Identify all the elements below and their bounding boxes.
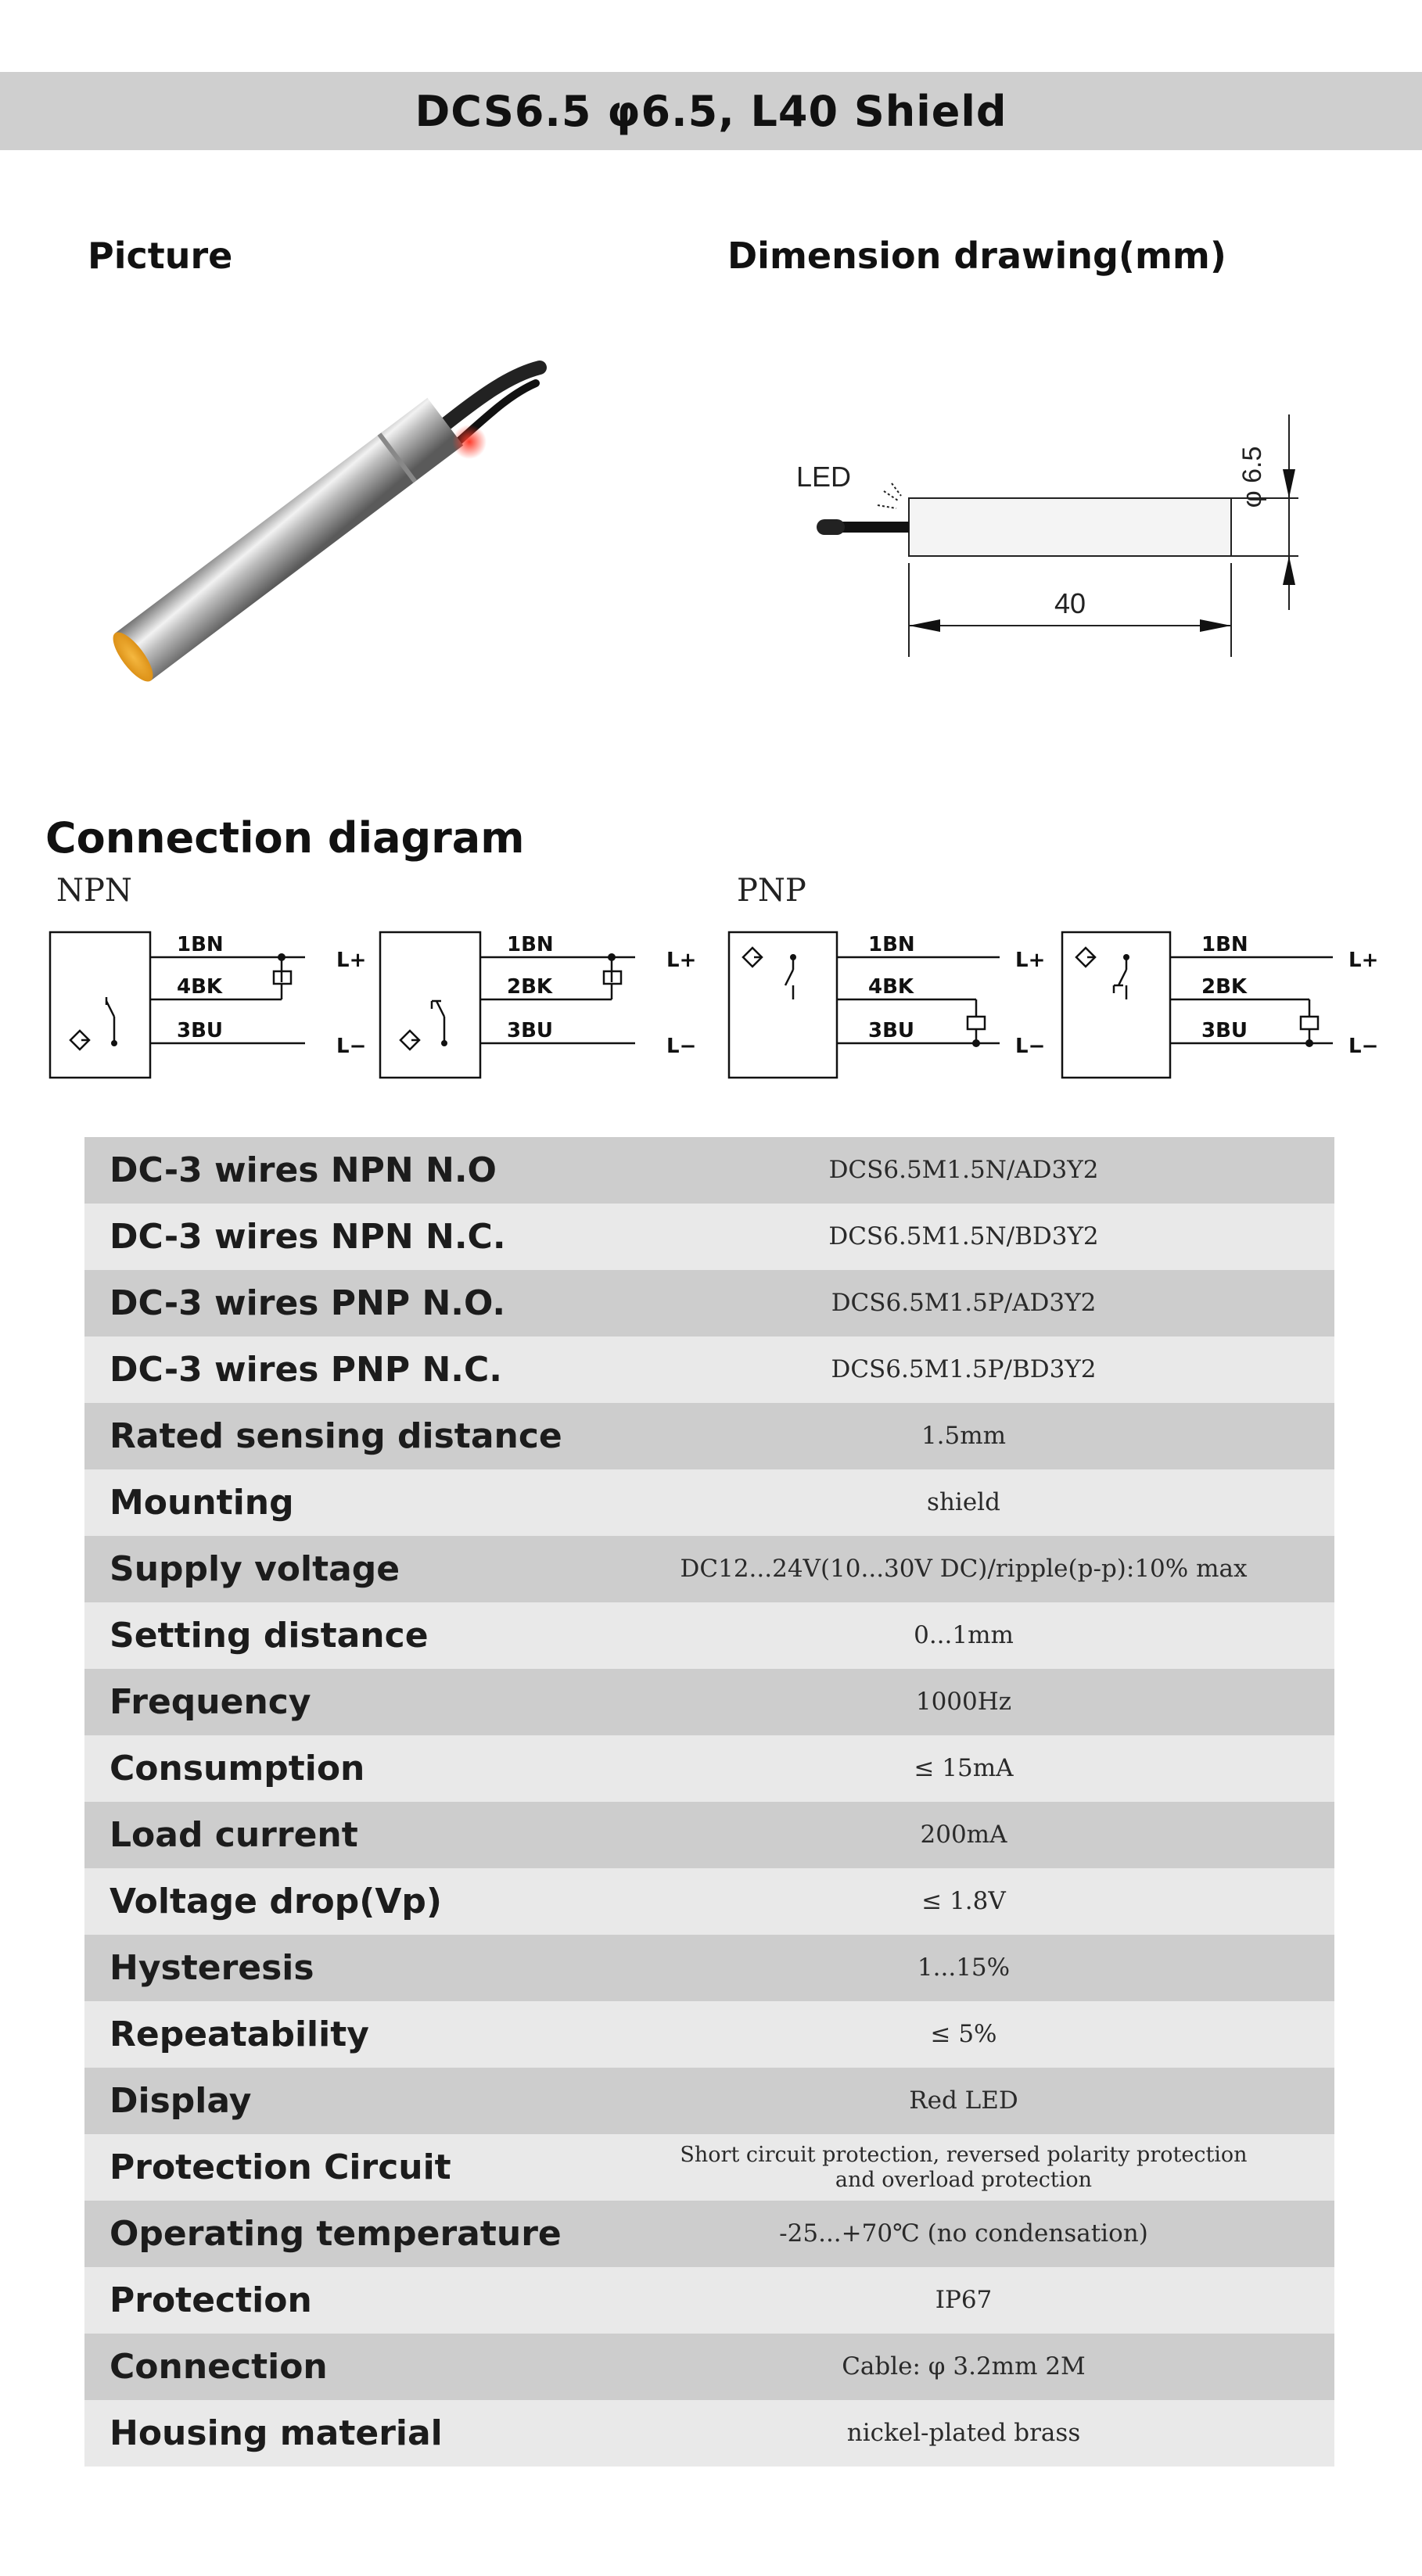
supply-plus-label: L+ [666, 949, 697, 972]
spec-label: DC-3 wires PNP N.C. [110, 1350, 502, 1390]
spec-row [84, 1270, 1334, 1336]
dimension-drawing [774, 391, 1400, 673]
supply-plus-label: L+ [1348, 949, 1379, 972]
spec-label: Supply voltage [110, 1549, 400, 1589]
supply-minus-label: L− [1015, 1035, 1046, 1058]
spec-value: 1000Hz [915, 1687, 1012, 1716]
spec-row [84, 2201, 1334, 2267]
wire-label: 2BK [1201, 975, 1248, 999]
picture-heading: Picture [88, 235, 233, 277]
spec-value: shield [927, 1487, 1000, 1516]
wiring-pnp-no [726, 923, 1070, 1087]
spec-label: DC-3 wires NPN N.O [110, 1150, 497, 1190]
spec-label: Connection [110, 2347, 328, 2387]
wire-label: 1BN [1201, 933, 1248, 956]
spec-value: 1...15% [917, 1953, 1011, 1982]
sensor-barrel [115, 398, 463, 681]
spec-row [84, 2068, 1334, 2134]
spec-row [84, 1602, 1334, 1669]
cable [438, 368, 540, 430]
spec-row [84, 1536, 1334, 1602]
spec-row [84, 2134, 1334, 2201]
spec-row [84, 2001, 1334, 2068]
spec-value: DCS6.5M1.5N/AD3Y2 [828, 1155, 1099, 1184]
spec-value: IP67 [935, 2285, 993, 2314]
spec-label: Operating temperature [110, 2214, 562, 2254]
spec-row [84, 1669, 1334, 1735]
spec-row [84, 1469, 1334, 1536]
spec-label: Voltage drop(Vp) [110, 1882, 443, 1921]
spec-row [84, 1204, 1334, 1270]
spec-label: Housing material [110, 2413, 443, 2453]
spec-label: Load current [110, 1815, 358, 1855]
spec-row [84, 1336, 1334, 1403]
led-glow [452, 425, 487, 459]
spec-label: Protection Circuit [110, 2147, 451, 2187]
spec-value: nickel-plated brass [846, 2418, 1081, 2447]
supply-plus-label: L+ [1015, 949, 1046, 972]
spec-label: Rated sensing distance [110, 1416, 562, 1456]
spec-row [84, 1802, 1334, 1868]
spec-value: ≤ 1.8V [921, 1886, 1006, 1915]
diameter-label: φ 6.5 [1237, 446, 1267, 508]
spec-value: -25...+70℃ (no condensation) [779, 2219, 1148, 2248]
spec-value: Red LED [909, 2086, 1018, 2115]
spec-value: 200mA [920, 1820, 1007, 1849]
spec-value: DCS6.5M1.5P/BD3Y2 [831, 1354, 1097, 1383]
supply-plus-label: L+ [336, 949, 367, 972]
spec-row [84, 1868, 1334, 1935]
pnp-label: PNP [737, 873, 806, 909]
spec-label: DC-3 wires NPN N.C. [110, 1217, 506, 1257]
spec-row [84, 1935, 1334, 2001]
spec-value: Short circuit protection, reversed polarity protection and overload protection [680, 2143, 1248, 2192]
wire-label: 1BN [177, 933, 224, 956]
spec-value: Cable: φ 3.2mm 2M [842, 2352, 1086, 2380]
wire-label: 3BU [507, 1019, 554, 1042]
spec-label: Protection [110, 2280, 312, 2320]
dimension-heading: Dimension drawing(mm) [727, 235, 1226, 277]
product-photo [86, 344, 571, 719]
wire-label: 1BN [868, 933, 915, 956]
length-label: 40 [1054, 587, 1086, 619]
wire-label: 3BU [868, 1019, 915, 1042]
wire-label: 4BK [868, 975, 914, 999]
title-bar [0, 72, 1422, 150]
spec-label: Repeatability [110, 2015, 369, 2054]
spec-row [84, 2334, 1334, 2400]
spec-value: 1.5mm [921, 1421, 1007, 1450]
spec-value: DCS6.5M1.5P/AD3Y2 [831, 1288, 1097, 1317]
spec-value: ≤ 15mA [914, 1753, 1014, 1782]
spec-label: Consumption [110, 1749, 365, 1788]
spec-value: DC12...24V(10...30V DC)/ripple(p-p):10% max [680, 1554, 1248, 1583]
spec-row [84, 1403, 1334, 1469]
spec-value: 0...1mm [914, 1620, 1014, 1649]
npn-label: NPN [56, 873, 132, 909]
wire-label: 2BK [507, 975, 553, 999]
spec-value: ≤ 5% [930, 2019, 997, 2048]
led-label: LED [796, 461, 852, 493]
spec-value: DCS6.5M1.5N/BD3Y2 [828, 1222, 1099, 1250]
wiring-npn-nc [377, 923, 721, 1087]
spec-table [84, 1137, 1334, 2467]
wire-label: 3BU [177, 1019, 224, 1042]
wiring-pnp-nc [1059, 923, 1403, 1087]
supply-minus-label: L− [666, 1035, 697, 1058]
spec-row [84, 1137, 1334, 1204]
spec-label: Hysteresis [110, 1948, 314, 1988]
connection-heading: Connection diagram [45, 813, 525, 863]
page-title: DCS6.5 φ6.5, L40 Shield [415, 86, 1007, 136]
spec-row [84, 1735, 1334, 1802]
spec-label: Mounting [110, 1483, 294, 1523]
spec-label: Display [110, 2081, 252, 2121]
supply-minus-label: L− [336, 1035, 367, 1058]
spec-label: DC-3 wires PNP N.O. [110, 1283, 506, 1323]
wire-label: 3BU [1201, 1019, 1248, 1042]
spec-row [84, 2267, 1334, 2334]
spec-label: Setting distance [110, 1616, 429, 1656]
wiring-npn-no [47, 923, 391, 1087]
supply-minus-label: L− [1348, 1035, 1379, 1058]
spec-row [84, 2400, 1334, 2467]
wire-label: 1BN [507, 933, 554, 956]
spec-label: Frequency [110, 1682, 311, 1722]
wire-label: 4BK [177, 975, 223, 999]
